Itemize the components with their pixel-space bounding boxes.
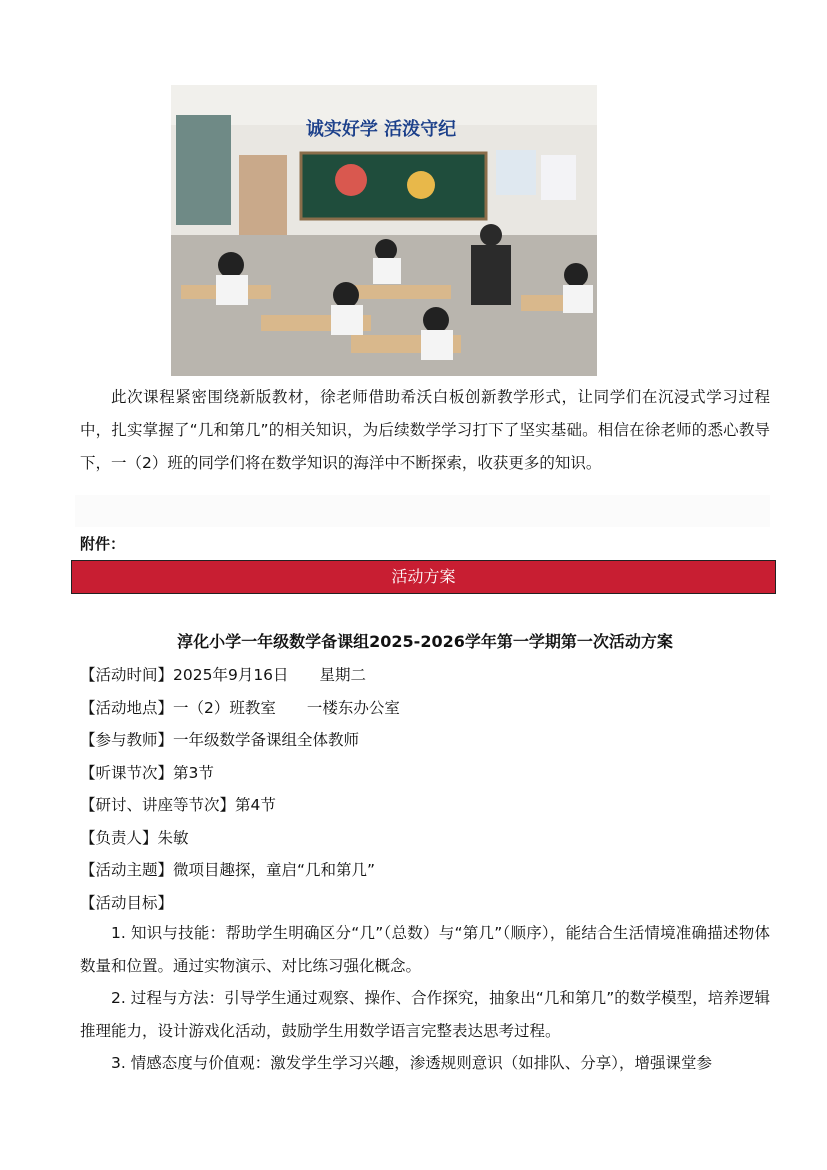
field-seminar-period bbox=[80, 793, 276, 815]
field-teachers bbox=[80, 728, 359, 750]
blank-band bbox=[75, 495, 770, 527]
field-person-in-charge bbox=[80, 826, 189, 848]
field-goals bbox=[80, 891, 173, 913]
field-value: 一（2）班教室 一楼东办公室 bbox=[173, 699, 400, 717]
section-bar-activity-plan: 活动方案 bbox=[71, 560, 776, 594]
field-value: 一年级数学备课组全体教师 bbox=[173, 731, 360, 749]
field-label: 【活动地点】 bbox=[80, 699, 174, 717]
field-label: 【活动时间】 bbox=[80, 666, 174, 684]
field-value: 第3节 bbox=[173, 764, 214, 782]
field-activity-location bbox=[80, 696, 400, 718]
field-observe-period bbox=[80, 761, 214, 783]
field-value: 2025年9月16日 星期二 bbox=[173, 666, 367, 684]
goal-item-3: 3. 情感态度与价值观：激发学生学习兴趣，渗透规则意识（如排队、分享），增强课堂参 bbox=[111, 1054, 712, 1072]
field-label: 【研讨、讲座等节次】 bbox=[80, 796, 236, 814]
classroom-photo bbox=[171, 85, 597, 376]
plan-title: 淳化小学一年级数学备课组2025-2026学年第一学期第一次活动方案 bbox=[177, 632, 673, 651]
field-label: 【负责人】 bbox=[80, 829, 158, 847]
field-value: 朱敏 bbox=[157, 829, 189, 847]
field-theme bbox=[80, 858, 375, 880]
photo-slogan: 诚实好学 活泼守纪 bbox=[305, 119, 457, 140]
goal-item-2: 2. 过程与方法：引导学生通过观察、操作、合作探究，抽象出“几和第几”的数学模型，培养逻辑推理能力，设计游戏化活动，鼓励学生用数学语言完整表达思考过程。 bbox=[80, 989, 770, 1040]
field-label: 【活动目标】 bbox=[80, 894, 174, 912]
field-label: 【听课节次】 bbox=[80, 764, 174, 782]
field-activity-time bbox=[80, 663, 366, 685]
field-label: 【参与教师】 bbox=[80, 731, 174, 749]
field-value: 微项目趣探，童启“几和第几” bbox=[173, 861, 376, 879]
goal-item-1: 1. 知识与技能：帮助学生明确区分“几”（总数）与“第几”（顺序），能结合生活情境准确描述物体数量和位置。通过实物演示、对比练习强化概念。 bbox=[80, 924, 770, 975]
field-label: 【活动主题】 bbox=[80, 861, 174, 879]
intro-paragraph: 此次课程紧密围绕新版教材，徐老师借助希沃白板创新教学形式，让同学们在沉浸式学习过程中，扎实掌握了“几和第几”的相关知识，为后续数学学习打下了坚实基础。相信在徐老师的悉心教导下，一（2）班的同学们将在数学知识的海洋中不断探索，收获更多的知识。 bbox=[80, 388, 770, 472]
attachment-label: 附件： bbox=[80, 535, 126, 553]
field-value: 第4节 bbox=[235, 796, 276, 814]
